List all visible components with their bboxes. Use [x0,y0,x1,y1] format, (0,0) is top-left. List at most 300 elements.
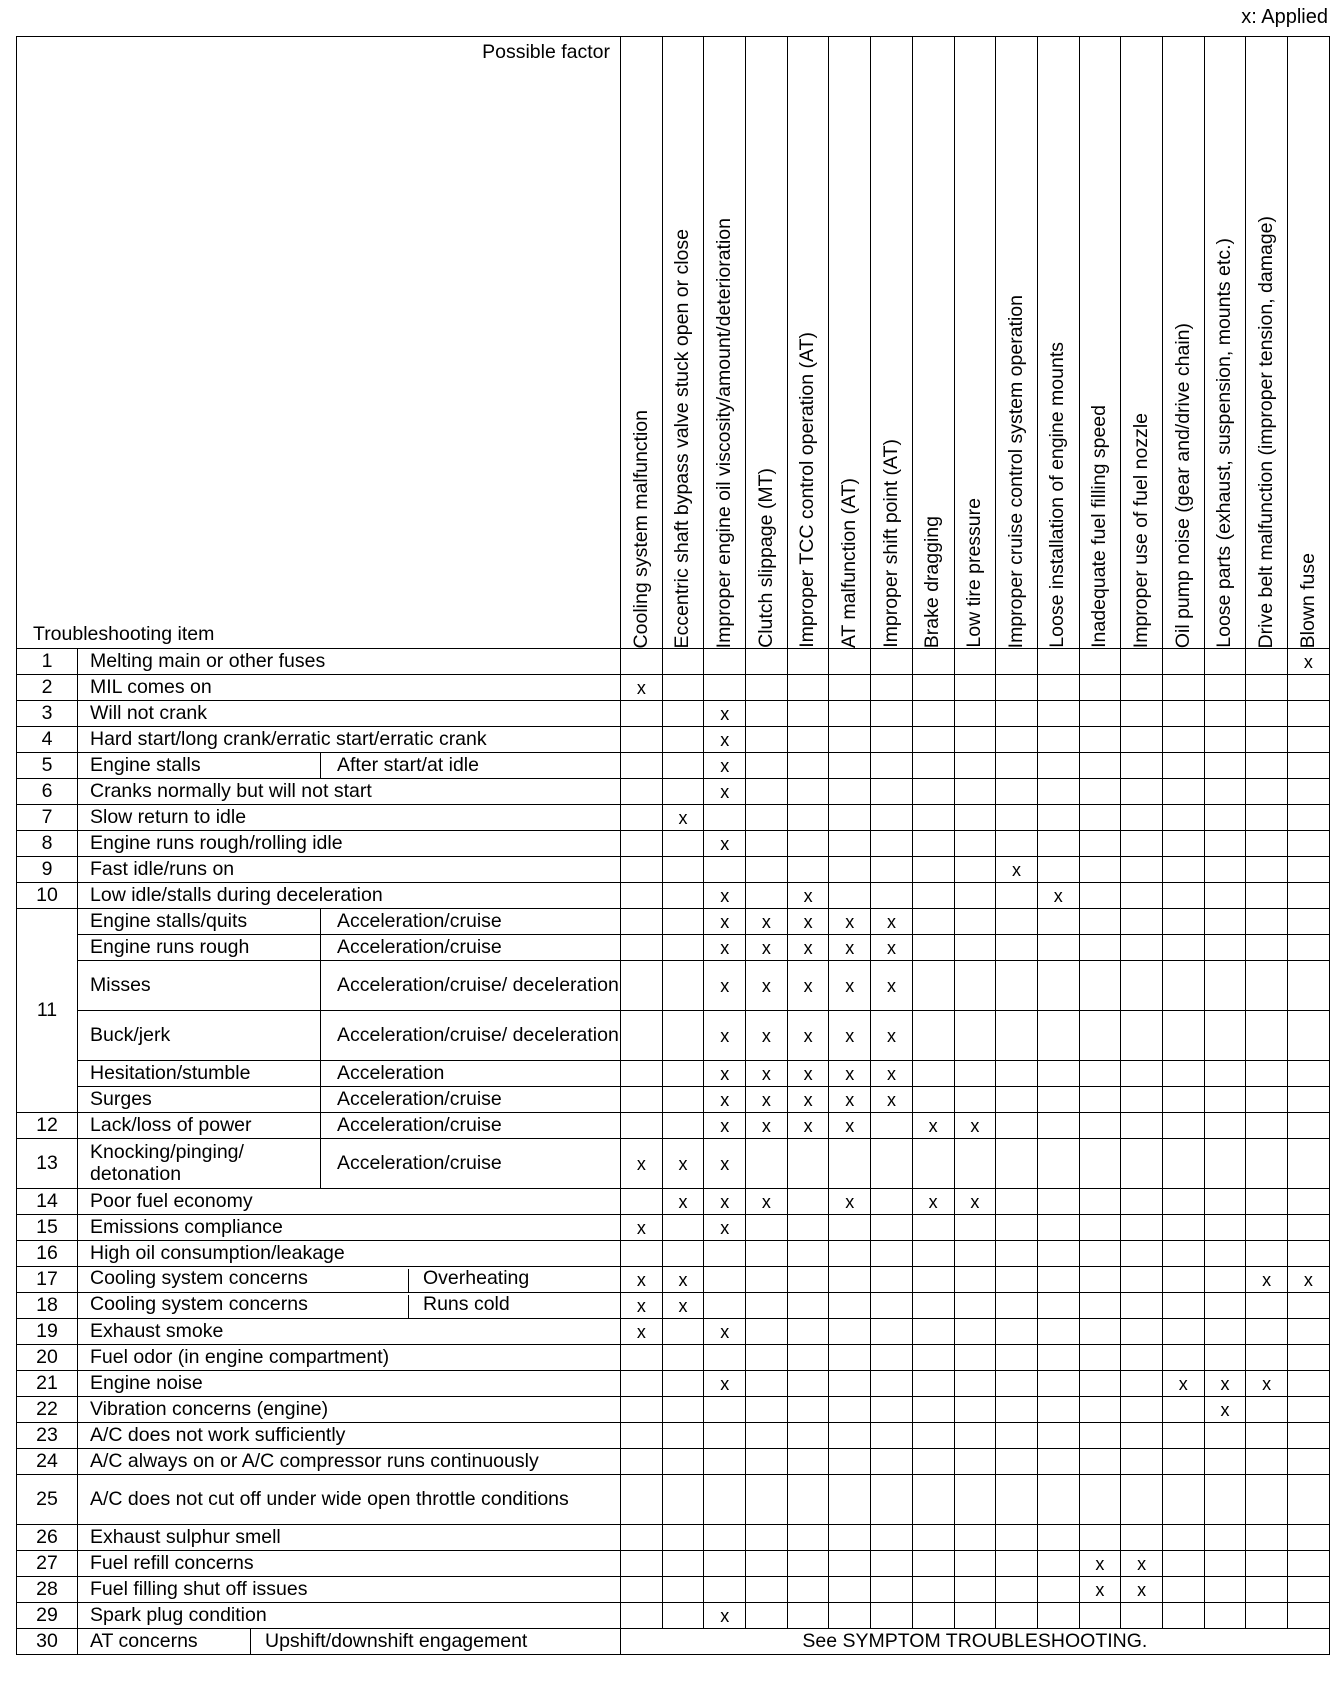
factor-cell [1288,805,1330,831]
factor-cell [1204,1423,1246,1449]
factor-cell [787,701,829,727]
applied-mark: x [1288,649,1330,675]
factor-cell [1079,1449,1121,1475]
factor-cell [1204,805,1246,831]
factor-cell [704,1397,746,1423]
factor-cell [1037,701,1079,727]
factor-cell [621,1423,663,1449]
factor-cell [912,857,954,883]
symptom: Buck/jerk [78,1011,321,1061]
applied-mark: x [704,753,746,779]
factor-cell [954,1525,996,1551]
factor-cell [787,1475,829,1525]
factor-cell [996,1267,1038,1293]
factor-cell [746,1241,788,1267]
factor-cell [621,857,663,883]
factor-cell [787,831,829,857]
table-row [17,909,1330,935]
factor-cell [871,1113,913,1139]
symptom: Engine noise [78,1371,621,1397]
applied-mark: x [704,1113,746,1139]
factor-cell [829,1345,871,1371]
factor-cell [829,1551,871,1577]
factor-cell [662,701,704,727]
factor-header: Drive belt malfunction (improper tension, damage) [1246,37,1288,649]
factor-cell [1288,1139,1330,1189]
factor-cell [1079,1603,1121,1629]
factor-cell [1204,1345,1246,1371]
factor-cell [996,701,1038,727]
factor-cell [829,701,871,727]
factor-cell [787,649,829,675]
factor-cell [829,1215,871,1241]
factor-cell [662,1371,704,1397]
factor-cell [1246,1189,1288,1215]
factor-cell [1288,1113,1330,1139]
factor-cell [829,857,871,883]
factor-cell [787,1551,829,1577]
factor-cell [996,883,1038,909]
applied-mark: x [1204,1371,1246,1397]
factor-cell [621,1087,663,1113]
factor-cell [954,1577,996,1603]
applied-mark: x [621,1293,663,1319]
factor-header: Eccentric shaft bypass valve stuck open or close [662,37,704,649]
factor-cell [1204,649,1246,675]
factor-cell [1079,805,1121,831]
factor-cell [1037,1139,1079,1189]
factor-cell [954,883,996,909]
factor-cell [787,779,829,805]
applied-mark: x [704,1189,746,1215]
factor-cell [1204,1087,1246,1113]
applied-mark: x [704,1215,746,1241]
factor-cell [1079,1397,1121,1423]
factor-cell [954,961,996,1011]
symptom: MIL comes on [78,675,621,701]
legend: x: Applied [1241,6,1328,28]
factor-cell [829,1319,871,1345]
factor-cell [746,1423,788,1449]
factor-cell [621,1061,663,1087]
factor-cell [912,1267,954,1293]
factor-cell [1121,1215,1163,1241]
condition: Acceleration [321,1061,621,1087]
factor-cell [1121,857,1163,883]
symptom: Lack/loss of power [78,1113,321,1139]
factor-cell [829,1577,871,1603]
table-row [17,1345,1330,1371]
factor-cell [662,779,704,805]
factor-cell [954,1475,996,1525]
factor-cell [912,1423,954,1449]
applied-mark: x [662,1293,704,1319]
factor-header: Blown fuse [1288,37,1330,649]
applied-mark: x [704,883,746,909]
factor-cell [1204,727,1246,753]
factor-cell [829,1241,871,1267]
factor-cell [662,857,704,883]
row-number: 30 [17,1629,78,1655]
factor-cell [1162,779,1204,805]
factor-cell [912,1241,954,1267]
factor-cell [1246,1475,1288,1525]
factor-cell [1121,883,1163,909]
factor-cell [912,727,954,753]
factor-cell [871,1241,913,1267]
factor-cell [954,1397,996,1423]
condition: Acceleration/cruise [321,1113,621,1139]
applied-mark: x [829,1061,871,1087]
table-row [17,1139,1330,1189]
factor-cell [621,961,663,1011]
factor-cell [1246,909,1288,935]
table-row [17,1603,1330,1629]
symptom: Misses [78,961,321,1011]
row-number: 26 [17,1525,78,1551]
symptom: Will not crank [78,701,621,727]
factor-cell [1121,1189,1163,1215]
header-row [17,37,1330,649]
factor-cell [1162,1011,1204,1061]
symptom: A/C does not work sufficiently [78,1423,621,1449]
symptom: Slow return to idle [78,805,621,831]
condition: Acceleration/cruise [321,935,621,961]
table-row [17,675,1330,701]
factor-cell [1288,1397,1330,1423]
factor-cell [621,1397,663,1423]
factor-cell [1246,1113,1288,1139]
condition: Acceleration/cruise [321,1087,621,1113]
applied-mark: x [954,1113,996,1139]
factor-cell [871,1293,913,1319]
factor-cell [871,1475,913,1525]
factor-cell [1079,961,1121,1011]
factor-cell [954,1087,996,1113]
factor-cell [1204,1139,1246,1189]
factor-cell [704,1551,746,1577]
condition: Acceleration/cruise/ deceleration [321,1011,621,1061]
factor-cell [1162,1241,1204,1267]
factor-cell [996,1525,1038,1551]
symptom-text: Cooling system concerns [90,1267,308,1289]
factor-cell [662,1603,704,1629]
factor-cell [912,779,954,805]
applied-mark: x [1288,1267,1330,1293]
table-row [17,1189,1330,1215]
factor-cell [1246,961,1288,1011]
factor-cell [662,1087,704,1113]
factor-cell [996,935,1038,961]
factor-cell [704,1475,746,1525]
factor-cell [912,1215,954,1241]
factor-cell [1121,727,1163,753]
factor-cell [704,1525,746,1551]
factor-cell [787,805,829,831]
factor-cell [746,1551,788,1577]
applied-mark: x [996,857,1038,883]
condition: Acceleration/cruise/ deceleration [321,961,621,1011]
applied-mark: x [704,779,746,805]
factor-cell [746,1397,788,1423]
applied-mark: x [746,1061,788,1087]
applied-mark: x [871,1087,913,1113]
factor-cell [1037,1061,1079,1087]
factor-cell [1162,1267,1204,1293]
factor-cell [1204,935,1246,961]
factor-cell [1288,1525,1330,1551]
applied-mark: x [954,1189,996,1215]
factor-cell [829,779,871,805]
factor-cell [1037,675,1079,701]
factor-cell [704,649,746,675]
factor-header: AT malfunction (AT) [829,37,871,649]
factor-cell [1204,1189,1246,1215]
applied-mark: x [787,909,829,935]
factor-cell [621,701,663,727]
factor-cell [1246,675,1288,701]
factor-cell [829,1449,871,1475]
applied-mark: x [704,935,746,961]
factor-cell [1246,649,1288,675]
factor-cell [1246,1241,1288,1267]
factor-cell [1079,1061,1121,1087]
factor-cell [746,1475,788,1525]
applied-mark: x [746,909,788,935]
factor-cell [787,1449,829,1475]
table-row [17,1423,1330,1449]
factor-cell [1288,1475,1330,1525]
factor-cell [1288,1011,1330,1061]
factor-cell [1121,1241,1163,1267]
applied-mark: x [704,701,746,727]
factor-cell [621,1011,663,1061]
factor-cell [787,1371,829,1397]
factor-header: Improper TCC control operation (AT) [787,37,829,649]
factor-cell [954,1241,996,1267]
factor-cell [1288,1319,1330,1345]
row-number: 5 [17,753,78,779]
row-number: 15 [17,1215,78,1241]
factor-cell [996,753,1038,779]
factor-cell [996,961,1038,1011]
factor-cell [1246,1319,1288,1345]
row-number: 19 [17,1319,78,1345]
factor-cell [912,649,954,675]
symptom: Fuel filling shut off issues [78,1577,621,1603]
factor-cell [1079,857,1121,883]
factor-cell [1079,935,1121,961]
factor-cell [787,1577,829,1603]
factor-cell [912,1139,954,1189]
factor-cell [1037,961,1079,1011]
factor-cell [787,1319,829,1345]
factor-cell [871,883,913,909]
row-number: 3 [17,701,78,727]
condition: Acceleration/cruise [321,909,621,935]
factor-cell [1204,961,1246,1011]
table-row [17,1319,1330,1345]
factor-cell [1246,1577,1288,1603]
factor-cell [996,779,1038,805]
factor-cell [1288,701,1330,727]
applied-mark: x [1079,1551,1121,1577]
symptom: Emissions compliance [78,1215,621,1241]
factor-cell [621,1189,663,1215]
factor-cell [954,753,996,779]
factor-cell [787,1139,829,1189]
factor-cell [871,1139,913,1189]
factor-cell [996,1397,1038,1423]
applied-mark: x [746,1189,788,1215]
factor-cell [746,753,788,779]
symptom-text: AT concerns [90,1629,198,1652]
factor-cell [1246,1449,1288,1475]
factor-cell [1288,1551,1330,1577]
factor-cell [1204,1011,1246,1061]
factor-cell [1121,779,1163,805]
factor-cell [1162,805,1204,831]
factor-cell [829,883,871,909]
factor-cell [829,727,871,753]
factor-cell [787,1423,829,1449]
factor-cell [1079,1319,1121,1345]
factor-cell [1246,857,1288,883]
table-row [17,1011,1330,1061]
factor-cell [704,1345,746,1371]
applied-mark: x [912,1189,954,1215]
factor-cell [871,779,913,805]
factor-cell [704,1577,746,1603]
factor-cell [1079,1189,1121,1215]
factor-cell [829,1293,871,1319]
factor-cell [1288,1087,1330,1113]
factor-cell [662,1319,704,1345]
factor-cell [1246,1139,1288,1189]
table-row [17,1241,1330,1267]
factor-cell [996,909,1038,935]
table-row [17,1215,1330,1241]
factor-cell [871,727,913,753]
factor-cell [1037,1267,1079,1293]
applied-mark: x [787,1061,829,1087]
factor-cell [621,1525,663,1551]
row-number: 7 [17,805,78,831]
factor-cell [704,1449,746,1475]
factor-header: Inadequate fuel filling speed [1079,37,1121,649]
factor-cell [1079,1139,1121,1189]
factor-cell [1288,1215,1330,1241]
row-number: 16 [17,1241,78,1267]
factor-cell [1246,1551,1288,1577]
factor-cell [1037,1603,1079,1629]
factor-cell [662,1423,704,1449]
factor-header: Cooling system malfunction [621,37,663,649]
factor-cell [1037,831,1079,857]
row-number: 2 [17,675,78,701]
condition: Runs cold [408,1295,510,1319]
factor-cell [662,675,704,701]
factor-cell [1079,1475,1121,1525]
factor-header: Improper cruise control system operation [996,37,1038,649]
factor-cell [621,1577,663,1603]
factor-cell [662,1241,704,1267]
factor-cell [996,675,1038,701]
factor-cell [746,1293,788,1319]
factor-cell [829,1139,871,1189]
symptom [78,1293,621,1319]
applied-mark: x [746,1087,788,1113]
factor-cell [871,1345,913,1371]
factor-cell [1246,831,1288,857]
factor-cell [1037,727,1079,753]
factor-cell [1121,675,1163,701]
condition: Acceleration/cruise [321,1139,621,1189]
factor-cell [746,1371,788,1397]
possible-factor-label: Possible factor [482,41,610,63]
factor-cell [787,1345,829,1371]
factor-cell [912,909,954,935]
factor-cell [621,1449,663,1475]
factor-cell [1246,1397,1288,1423]
factor-cell [912,1525,954,1551]
factor-cell [954,1061,996,1087]
applied-mark: x [704,727,746,753]
factor-cell [1288,1423,1330,1449]
factor-cell [1162,1551,1204,1577]
factor-cell [1121,1113,1163,1139]
factor-cell [996,1423,1038,1449]
row-number: 24 [17,1449,78,1475]
factor-cell [954,1423,996,1449]
applied-mark: x [829,1113,871,1139]
table-row [17,1293,1330,1319]
factor-cell [704,1267,746,1293]
factor-cell [746,1449,788,1475]
factor-cell [1246,701,1288,727]
factor-cell [1162,857,1204,883]
factor-cell [871,857,913,883]
factor-cell [996,727,1038,753]
factor-cell [746,1345,788,1371]
applied-mark: x [871,961,913,1011]
symptom: Fuel refill concerns [78,1551,621,1577]
factor-cell [787,1189,829,1215]
applied-mark: x [746,961,788,1011]
factor-cell [1121,753,1163,779]
factor-cell [1037,1011,1079,1061]
factor-cell [912,1577,954,1603]
factor-cell [954,805,996,831]
factor-cell [1121,1475,1163,1525]
factor-cell [996,1371,1038,1397]
factor-cell [1246,1525,1288,1551]
symptom: Exhaust smoke [78,1319,621,1345]
factor-cell [912,1371,954,1397]
factor-header: Brake dragging [912,37,954,649]
factor-cell [1121,1345,1163,1371]
factor-cell [996,1475,1038,1525]
factor-cell [996,1139,1038,1189]
factor-cell [1204,1577,1246,1603]
factor-cell [1204,1267,1246,1293]
factor-cell [1204,1061,1246,1087]
factor-cell [1204,857,1246,883]
table-row [17,1267,1330,1293]
row-number: 11 [17,909,78,1113]
table-row [17,1087,1330,1113]
row-number: 23 [17,1423,78,1449]
